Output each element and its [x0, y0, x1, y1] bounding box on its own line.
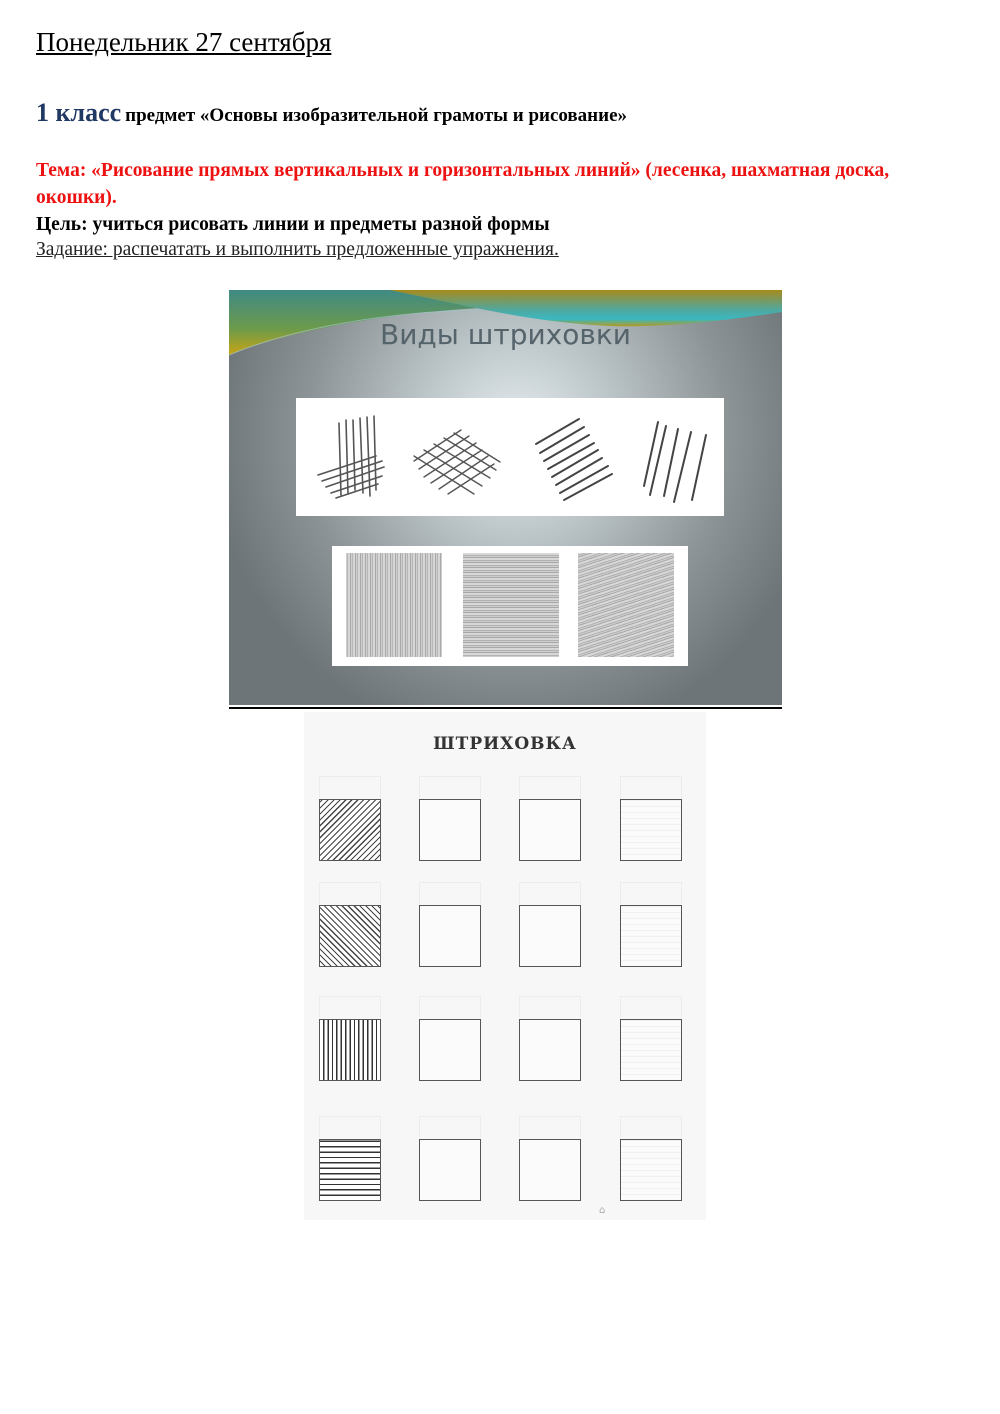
- divider-line: [229, 707, 782, 709]
- ghost-outline: [620, 1116, 682, 1138]
- ghost-outline: [419, 882, 481, 904]
- ghost-outline: [319, 1116, 381, 1138]
- ghost-outline: [519, 1116, 581, 1138]
- lesson-goal: Цель: учиться рисовать линии и предметы разной формы: [36, 214, 550, 235]
- parallel-steep-lines: [644, 422, 706, 502]
- parallel-diagonal-lines: [536, 419, 612, 500]
- ghost-outline: [519, 882, 581, 904]
- horizontal-shading-swatch: [463, 553, 559, 657]
- ghost-outline: [319, 882, 381, 904]
- ghost-outline: [419, 996, 481, 1018]
- hatching-types-slide: [229, 290, 782, 705]
- ghost-outline: [319, 776, 381, 798]
- blank-square: [519, 1019, 581, 1081]
- blank-square: [519, 905, 581, 967]
- grade-label: 1 класс: [36, 98, 122, 127]
- sample-square-vertical: [319, 1019, 381, 1081]
- lesson-topic: Тема: «Рисование прямых вертикальных и горизонтальных линий» (лесенка, шахматная доска, окошки).: [36, 160, 890, 208]
- diagonal-shading-swatch: [578, 553, 674, 657]
- ghost-outline: [419, 776, 481, 798]
- blank-square: [519, 1139, 581, 1201]
- sample-square-diagonal-right: [319, 799, 381, 861]
- ghost-outline: [519, 776, 581, 798]
- worksheet-title: ШТРИХОВКА: [433, 734, 577, 754]
- scan-mark-icon: ⌂: [599, 1205, 606, 1216]
- ghost-outline: [620, 996, 682, 1018]
- ghost-outline: [419, 1116, 481, 1138]
- blank-square: [419, 905, 481, 967]
- blank-square: [620, 1019, 682, 1081]
- blank-square: [419, 1019, 481, 1081]
- class-subject-line: [36, 98, 627, 128]
- blank-square: [620, 1139, 682, 1201]
- cross-hatch-perpendicular: [318, 416, 384, 498]
- stroke-examples-panel: [296, 398, 724, 516]
- ghost-outline: [319, 996, 381, 1018]
- cross-hatch-diagonal: [414, 430, 500, 494]
- lesson-task: Задание: распечатать и выполнить предложенные упражнения.: [36, 239, 559, 260]
- stroke-examples-drawing: [296, 398, 724, 516]
- blank-square: [620, 799, 682, 861]
- blank-square: [519, 799, 581, 861]
- ghost-outline: [519, 996, 581, 1018]
- hatching-worksheet: [304, 712, 706, 1220]
- blank-square: [419, 1139, 481, 1201]
- ghost-outline: [620, 882, 682, 904]
- vertical-shading-swatch: [346, 553, 442, 657]
- subject-label: предмет «Основы изобразительной грамоты и рисование»: [125, 105, 628, 126]
- slide-title: Виды штриховки: [380, 318, 631, 351]
- blank-square: [620, 905, 682, 967]
- ghost-outline: [620, 776, 682, 798]
- texture-swatches-panel: [332, 546, 688, 666]
- lesson-date: Понедельник 27 сентября: [36, 27, 332, 57]
- sample-square-diagonal-left: [319, 905, 381, 967]
- blank-square: [419, 799, 481, 861]
- sample-square-horizontal: [319, 1139, 381, 1201]
